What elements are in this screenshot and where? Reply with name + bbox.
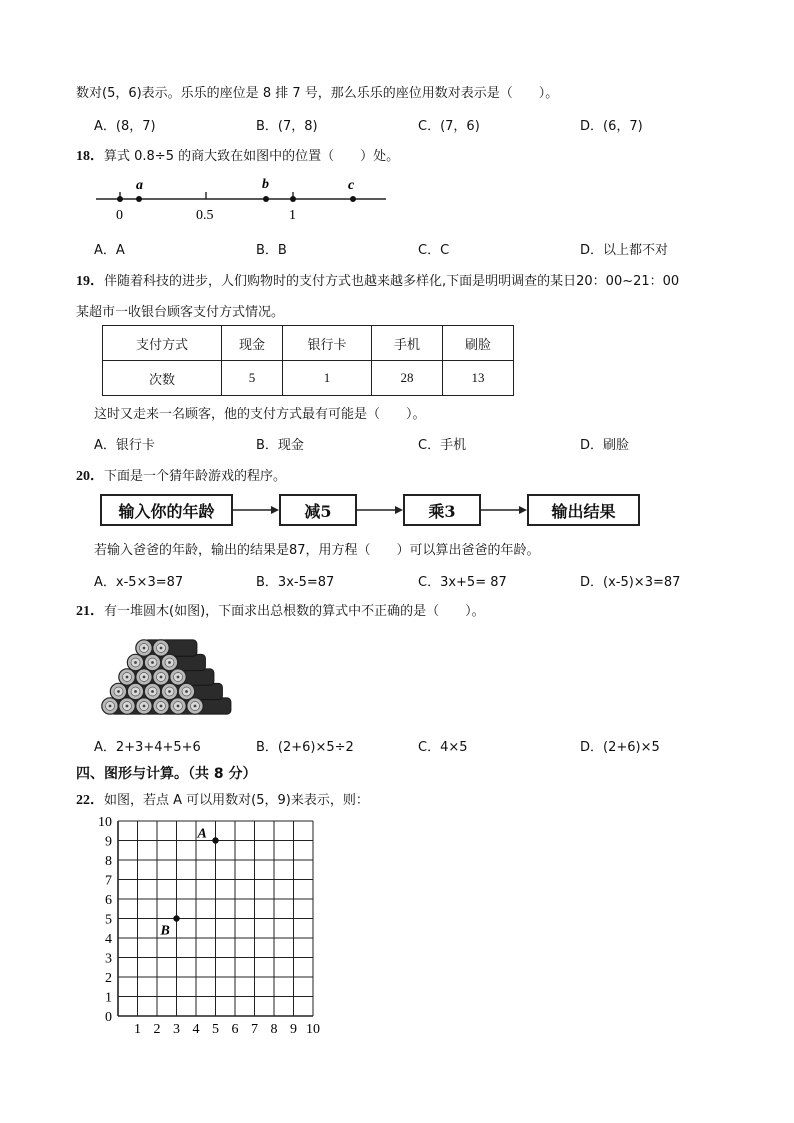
log-core (168, 690, 171, 693)
q19-subquestion: 这时又走来一名顾客，他的支付方式最有可能是（ ）。 (94, 407, 426, 422)
flow-step-times3: 乘3 (403, 494, 481, 526)
log-core (126, 705, 129, 708)
table-cell: 次数 (103, 361, 222, 396)
q18-option-c[interactable]: C．C (418, 243, 450, 258)
table-header-row (103, 326, 514, 361)
q20-number: 20． (76, 469, 104, 484)
log-core (168, 661, 171, 664)
q19-option-d[interactable]: D．刷脸 (580, 438, 630, 453)
grid-lines (118, 821, 313, 1016)
number-line-figure (92, 172, 392, 224)
q21-number: 21． (76, 604, 104, 619)
q17-option-c[interactable]: C．(7，6) (418, 119, 480, 134)
x-tick-label: 6 (231, 1022, 239, 1037)
flow-step-minus5: 减5 (279, 494, 357, 526)
point-origin (117, 196, 123, 202)
table-cell: 5 (222, 361, 283, 396)
log-pile (102, 640, 231, 714)
y-tick-label: 0 (105, 1010, 112, 1025)
x-tick-label: 4 (192, 1022, 200, 1037)
tick-label-0: 0 (116, 208, 123, 223)
q21-option-a[interactable]: A．2+3+4+5+6 (94, 740, 201, 755)
x-tick-label: 3 (173, 1022, 180, 1037)
y-tick-label: 6 (105, 893, 112, 908)
q21-stem (76, 600, 485, 620)
q22-number: 22． (76, 793, 104, 808)
q22-stem (76, 789, 369, 809)
y-tick-label: 8 (105, 854, 112, 869)
label-a: a (136, 178, 143, 193)
q17-option-a[interactable]: A．(8，7) (94, 119, 156, 134)
log-pile-image (96, 628, 248, 720)
table-header-cell: 银行卡 (283, 326, 372, 361)
x-tick-label: 5 (212, 1022, 219, 1037)
arrow-right-icon (271, 506, 279, 514)
table-row (103, 361, 514, 396)
log-core (117, 690, 120, 693)
flow-arrows (233, 502, 529, 518)
y-tick-label: 7 (105, 873, 112, 889)
table-header-cell: 支付方式 (103, 326, 222, 361)
q20-subquestion: 若输入爸爸的年龄，输出的结果是87，用方程（ ）可以算出爸爸的年龄。 (94, 543, 540, 558)
x-tick-label: 2 (153, 1022, 161, 1037)
q19-text-line2: 某超市一收银台顾客支付方式情况。 (76, 305, 285, 320)
log-core (143, 705, 146, 708)
log-core (143, 647, 146, 650)
q21-option-c[interactable]: C．4×5 (418, 740, 468, 755)
log-core (160, 647, 163, 650)
q19-stem (76, 270, 679, 290)
tick-label-0-5: 0.5 (196, 208, 214, 223)
q18-text: 算式 0.8÷5 的商大致在如图中的位置（ ）处。 (104, 149, 400, 164)
q18-option-a[interactable]: A．A (94, 243, 125, 258)
flow-step-output: 输出结果 (527, 494, 640, 526)
q19-option-c[interactable]: C．手机 (418, 438, 467, 453)
q21-text: 有一堆圆木(如图)，下面求出总根数的算式中不正确的是（ ）。 (104, 604, 485, 619)
y-tick-label: 4 (105, 932, 112, 947)
q21-option-b[interactable]: B．(2+6)×5÷2 (256, 740, 354, 755)
q19-option-b[interactable]: B．现金 (256, 438, 304, 453)
log-core (143, 676, 146, 679)
table-cell: 28 (372, 361, 443, 396)
payment-table (102, 325, 514, 396)
log-core (134, 661, 137, 664)
label-b: b (262, 177, 269, 192)
q20-option-a[interactable]: A．x-5×3=87 (94, 575, 184, 590)
table-header-cell: 现金 (222, 326, 283, 361)
grid-point-label: A (197, 826, 207, 842)
q22-text: 如图，若点 A 可以用数对(5，9)来表示，则： (104, 793, 369, 808)
y-tick-label: 5 (105, 912, 112, 928)
point-a (136, 196, 142, 202)
point-1 (290, 196, 296, 202)
table-header-cell: 手机 (372, 326, 443, 361)
arrow-right-icon (395, 506, 403, 514)
grid-labels (98, 816, 320, 1037)
flow-step-input: 输入你的年龄 (100, 494, 233, 526)
table-cell: 1 (283, 361, 372, 396)
label-c: c (348, 178, 355, 193)
log-core (126, 676, 129, 679)
q19-text: 伴随着科技的进步，人们购物时的支付方式也越来越多样化,下面是明明调查的某日20：00~21：00 (104, 274, 680, 289)
log-core (177, 676, 180, 679)
y-tick-label: 10 (98, 816, 112, 830)
table-cell: 13 (443, 361, 514, 396)
q18-number: 18． (76, 149, 104, 164)
point-b (263, 196, 269, 202)
q17-option-b[interactable]: B．(7，8) (256, 119, 318, 134)
q20-option-b[interactable]: B．3x-5=87 (256, 575, 335, 590)
x-tick-label: 9 (290, 1022, 297, 1037)
grid-point-label: B (160, 923, 170, 939)
log-core (177, 705, 180, 708)
log-core (151, 690, 154, 693)
y-tick-label: 1 (105, 990, 112, 1006)
q20-text: 下面是一个猜年龄游戏的程序。 (104, 469, 287, 484)
log-core (109, 705, 112, 708)
log-core (134, 690, 137, 693)
q17-continuation: 数对(5，6)表示。乐乐的座位是 8 排 7 号，那么乐乐的座位用数对表示是（ ）。 (76, 86, 559, 101)
x-tick-label: 1 (134, 1022, 141, 1037)
q18-option-b[interactable]: B．B (256, 243, 287, 258)
grid-point-a (212, 837, 218, 843)
point-c (350, 196, 356, 202)
grid-points (160, 827, 219, 939)
tick-label-1: 1 (289, 208, 296, 223)
q17-option-d[interactable]: D．(6，7) (580, 119, 643, 134)
q20-stem (76, 465, 286, 485)
q21-option-d[interactable]: D．(2+6)×5 (580, 740, 660, 755)
y-tick-label: 2 (105, 971, 112, 986)
arrow-right-icon (519, 506, 527, 514)
q19-option-a[interactable]: A．银行卡 (94, 438, 155, 453)
log-core (160, 676, 163, 679)
q19-number: 19． (76, 274, 104, 289)
coordinate-grid (90, 816, 340, 1038)
x-tick-label: 7 (251, 1022, 258, 1037)
x-tick-label: 8 (270, 1022, 278, 1037)
log-core (194, 705, 197, 708)
y-tick-label: 3 (105, 951, 112, 967)
log-core (151, 661, 154, 664)
q18-stem (76, 145, 399, 165)
section-title: 四、图形与计算。（共 8 分） (76, 766, 257, 782)
y-tick-label: 9 (105, 834, 112, 850)
log-core (185, 690, 188, 693)
table-header-cell: 刷脸 (443, 326, 514, 361)
q18-option-d[interactable]: D．以上都不对 (580, 243, 669, 258)
q20-option-c[interactable]: C．3x+5= 87 (418, 575, 507, 590)
grid-point-b (173, 915, 179, 921)
log-core (160, 705, 163, 708)
x-tick-label: 10 (306, 1022, 320, 1037)
q20-option-d[interactable]: D．(x-5)×3=87 (580, 575, 681, 590)
